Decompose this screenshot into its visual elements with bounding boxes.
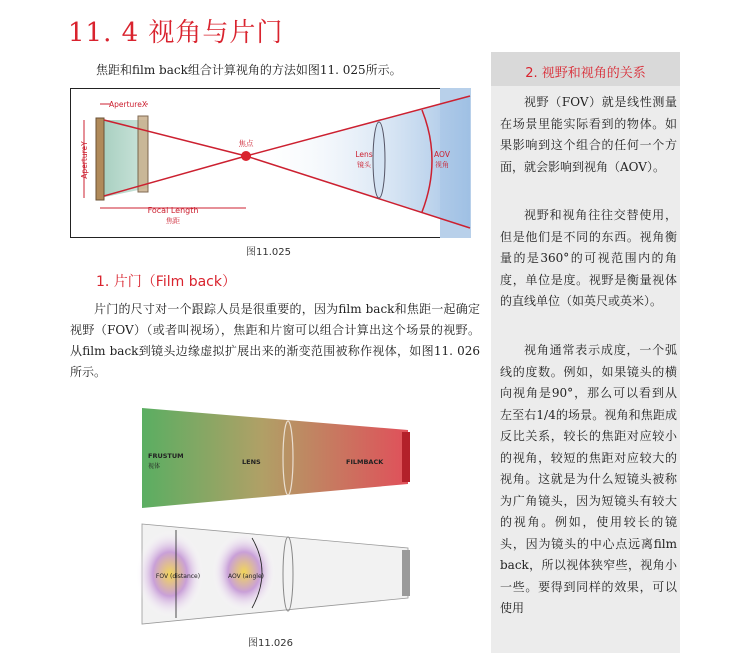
- aov-blob: [212, 532, 276, 612]
- aov-label-bottom: AOV (angle): [228, 573, 264, 580]
- filmback-plate: [402, 432, 410, 482]
- sidebar-title: 2. 视野和视角的关系: [525, 66, 646, 81]
- aperture-y-label: ApertureY: [80, 141, 89, 179]
- section-heading-film-back: 1. 片门（Film back）: [96, 274, 236, 290]
- figure-11-026-caption: 图11.026: [248, 638, 293, 649]
- focal-point-label: 焦点: [238, 139, 254, 148]
- frustum-cn-label: 视体: [148, 463, 161, 470]
- intro-text: 焦距和film back组合计算视角的方法如图11. 025所示。: [96, 63, 402, 77]
- sidebar-paragraph: 视野和视角往往交替使用，但是他们是不同的东西。视角衡量的是360°的可视范围内的角度，单位是度。视野是衡量视体的直线单位（如英尺或英米）。: [500, 208, 677, 308]
- section-body-film-back: 片门的尺寸对一个跟踪人员是很重要的，因为film back和焦距一起确定视野（FOV）（或者叫视场），焦距和片窗可以组合计算出这个场景的视野。从film back到镜头边缘虚拟扩展出来的渐变范围被称作视体，如图11. 026所示。: [70, 302, 480, 379]
- lens-shape: [373, 122, 385, 198]
- figure-frustum-diagram: [120, 402, 420, 632]
- focal-point-dot: [241, 151, 251, 161]
- page-title: 11. 4 视角与片门: [68, 18, 284, 48]
- lens-label: Lens: [355, 150, 373, 159]
- focal-length-label: Focal Length: [147, 206, 199, 215]
- sidebar-paragraph: 视野（FOV）就是线性测量在场景里能实际看到的物体。如果影响到这个组合的任何一个方面，就会影响到视角（AOV）。: [500, 95, 677, 174]
- lens-label-top: LENS: [242, 458, 261, 466]
- film-back-edge: [96, 118, 104, 200]
- figure-11-025-caption: 图11.025: [246, 247, 291, 258]
- aov-label: AOV: [434, 150, 450, 159]
- aov-cn-label: 视角: [435, 161, 449, 169]
- aperture-x-label: ApertureX: [109, 100, 147, 109]
- focal-length-cn-label: 焦距: [166, 217, 180, 225]
- fov-label: FOV (distance): [155, 573, 201, 580]
- figure-aov-diagram: [70, 88, 471, 238]
- frustum-label: FRUSTUM: [148, 452, 184, 460]
- sidebar-paragraph: 视角通常表示成度，一个弧线的度数。例如，如果镜头的横向视角是90°，那么可以看到从左至右1/4的场景。视角和焦距成反比关系，较长的焦距对应较小的视角，较短的焦距对应较大的视角。这就是为什么短镜头被称为广角镜头，因为短镜头有较大的视角。例如，使用较长的镜头，因为镜头的中心点远离film back，所以视体狭窄些，视角小一些。要得到同样的效果，可以使用: [500, 343, 677, 615]
- filmback-label: FILMBACK: [346, 458, 384, 466]
- lens-cn-label: 镜头: [357, 161, 371, 169]
